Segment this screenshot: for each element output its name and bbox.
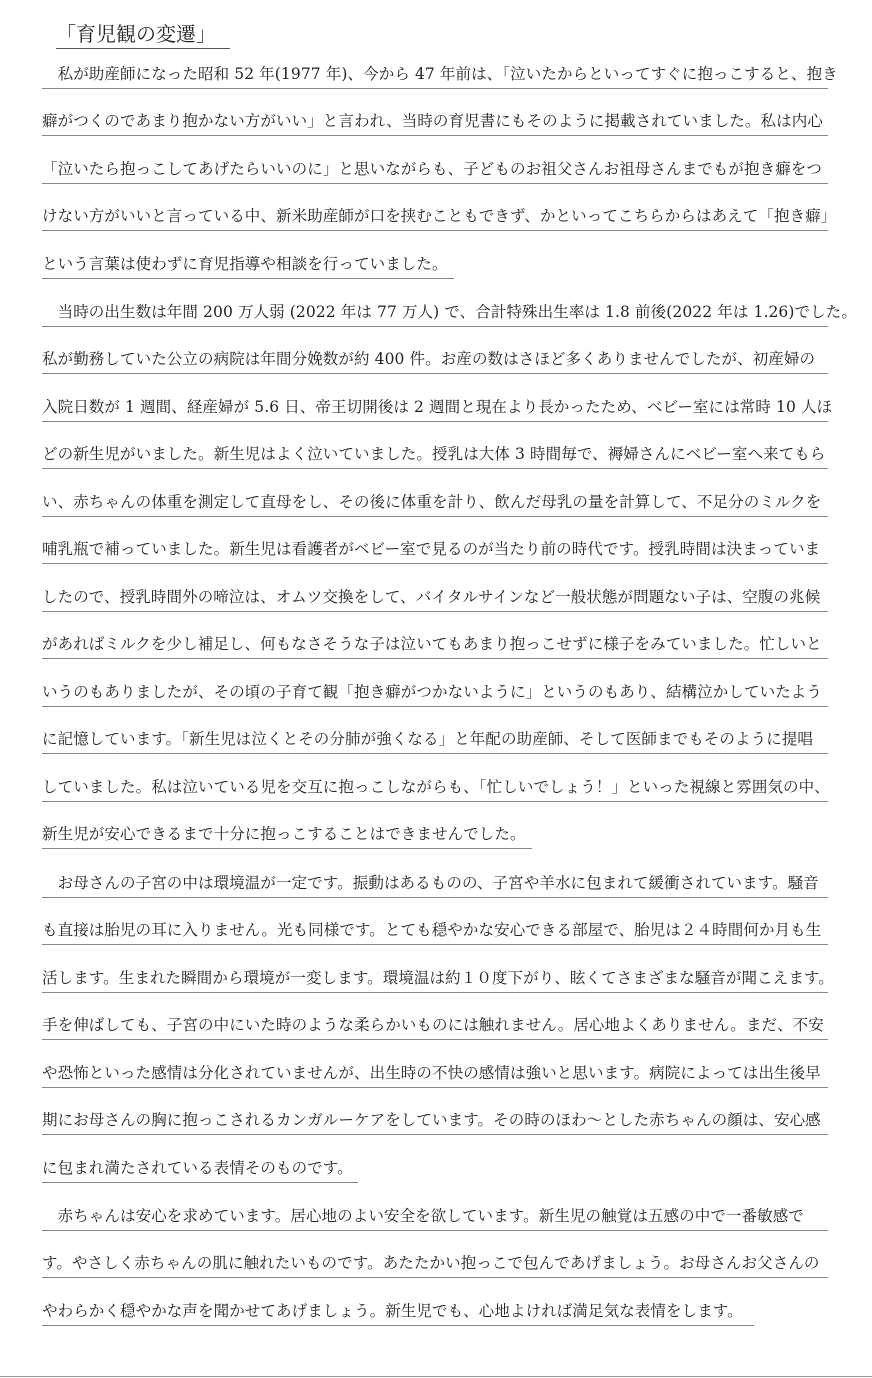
text-line: 癖がつくのであまり抱かない方がいい」と言われ、当時の育児書にもそのように掲載されていました。私は内心 [42, 109, 828, 136]
text-line: や恐怖といった感情は分化されていませんが、出生時の不快の感情は強いと思います。病院によっては出生後早 [42, 1061, 828, 1088]
text-line: 期にお母さんの胸に抱っこされるカンガルーケアをしています。その時のほわ～とした赤ちゃんの顔は、安心感 [42, 1108, 828, 1135]
text-line: 私が勤務していた公立の病院は年間分娩数が約 400 件。お産の数はさほど多くありませんでしたが、初産婦の [42, 347, 828, 374]
text-line: に包まれ満たされている表情そのものです。 [42, 1156, 358, 1183]
text-line: 手を伸ばしても、子宮の中にいた時のような柔らかいものには触れません。居心地よくありません。まだ、不安 [42, 1013, 828, 1040]
text-line: 当時の出生数は年間 200 万人弱 (2022 年は 77 万人) で、合計特殊出生率は 1.8 前後(2022 年は 1.26)でした。 [42, 300, 828, 327]
page-title: 「育児観の変遷」 [56, 20, 230, 49]
text-line: どの新生児がいました。新生児はよく泣いていました。授乳は大体 3 時間毎で、褥婦さんにベビー室へ来てもら [42, 442, 828, 469]
text-line: したので、授乳時間外の啼泣は、オムツ交換をして、バイタルサインなど一般状態が問題ない子は、空腹の兆候 [42, 585, 828, 612]
text-line: 入院日数が 1 週間、経産婦が 5.6 日、帝王切開後は 2 週間と現在より長かったため、ベビー室には常時 10 人ほ [42, 395, 828, 422]
text-line: 活します。生まれた瞬間から環境が一変します。環境温は約１０度下がり、眩くてさまざまな騒音が聞こえます。 [42, 966, 828, 993]
text-line: 「泣いたら抱っこしてあげたらいいのに」と思いながらも、子どものお祖父さんお祖母さんまでもが抱き癖をつ [42, 157, 828, 184]
page-bottom-rule [0, 1376, 872, 1377]
text-line: があればミルクを少し補足し、何もなさそうな子は泣いてもあまり抱っこせずに様子をみていました。忙しいと [42, 632, 828, 659]
text-line: けない方がいいと言っている中、新米助産師が口を挟むこともできず、かといってこちらからはあえて「抱き癖」 [42, 204, 828, 231]
text-line: い、赤ちゃんの体重を測定して直母をし、その後に体重を計り、飲んだ母乳の量を計算して、不足分のミルクを [42, 490, 828, 517]
text-line: やわらかく穏やかな声を聞かせてあげましょう。新生児でも、心地よければ満足気な表情をします。 [42, 1299, 754, 1326]
text-line: も直接は胎児の耳に入りません。光も同様です。とても穏やかな安心できる部屋で、胎児は２４時間何か月も生 [42, 918, 828, 945]
text-line: していました。私は泣いている児を交互に抱っこしながらも、「忙しいでしょう！」といった視線と雰囲気の中、 [42, 775, 828, 802]
text-line: 新生児が安心できるまで十分に抱っこすることはできませんでした。 [42, 822, 532, 849]
text-line: 私が助産師になった昭和 52 年(1977 年)、今から 47 年前は、「泣いたからといってすぐに抱っこすると、抱き [42, 62, 828, 89]
text-line: 哺乳瓶で補っていました。新生児は看護者がベビー室で見るのが当たり前の時代です。授乳時間は決まっていま [42, 537, 828, 564]
text-line: に記憶しています。「新生児は泣くとその分肺が強くなる」と年配の助産師、そして医師までもそのように提唱 [42, 727, 828, 754]
text-line: お母さんの子宮の中は環境温が一定です。振動はあるものの、子宮や羊水に包まれて緩衝されています。騒音 [42, 871, 828, 898]
text-line: 赤ちゃんは安心を求めています。居心地のよい安全を欲しています。新生児の触覚は五感の中で一番敏感で [42, 1204, 828, 1231]
text-line: いうのもありましたが、その頃の子育て観「抱き癖がつかないように」というのもあり、結構泣かしていたよう [42, 680, 828, 707]
text-line: という言葉は使わずに育児指導や相談を行っていました。 [42, 252, 454, 279]
text-line: す。やさしく赤ちゃんの肌に触れたいものです。あたたかい抱っこで包んであげましょう。お母さんお父さんの [42, 1251, 828, 1278]
